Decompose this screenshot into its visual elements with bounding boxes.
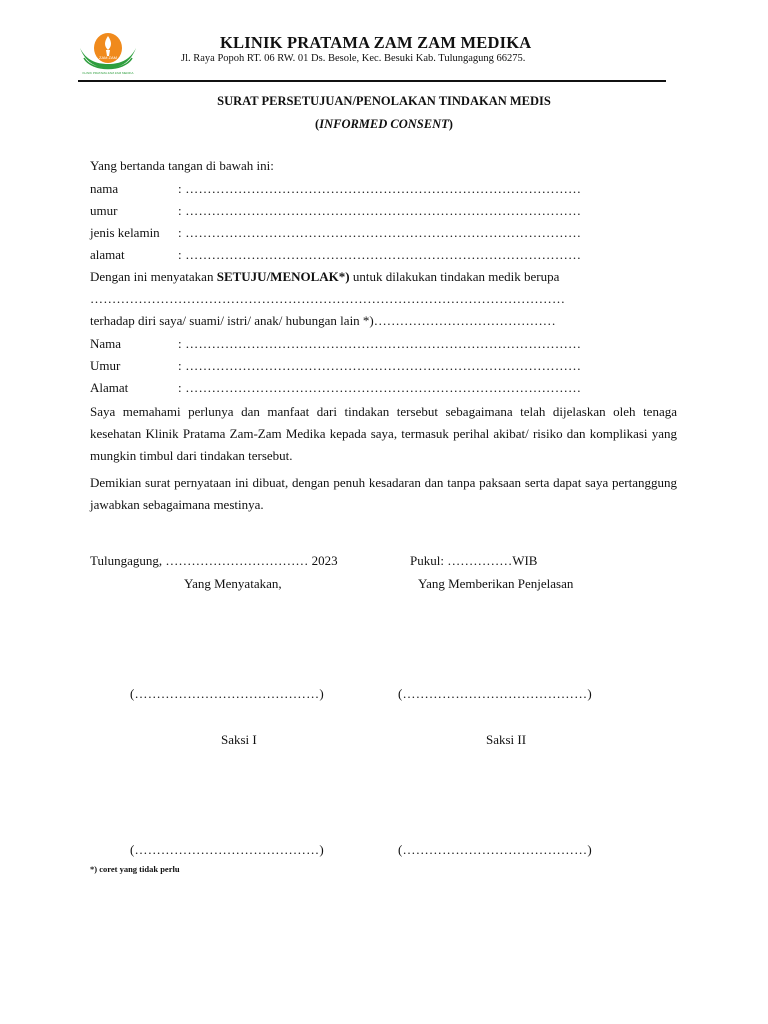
patient-blank-umur: : ………………………………………………………………………………: [178, 358, 582, 373]
patient-blank-alamat: : ………………………………………………………………………………: [178, 380, 582, 395]
understanding-paragraph: Saya memahami perlunya dan manfaat dari tindakan tersebut sebagaimana telah dijelaskan oleh tenaga kesehatan Klinik Pratama Zam-Zam Medika kepada saya, termasuk perihal akibat/ risiko dan komplikasi yang mungkin timbul dari tindakan tersebut.: [90, 404, 677, 463]
footnote: *) coret yang tidak perlu: [90, 864, 180, 874]
intro-text: Yang bertanda tangan di bawah ini:: [90, 158, 274, 173]
field-blank-nama: : ………………………………………………………………………………: [178, 181, 582, 196]
signer-role-label: Yang Menyatakan,: [184, 576, 282, 591]
clinic-logo: [76, 28, 140, 78]
clinic-name: KLINIK PRATAMA ZAM ZAM MEDIKA: [220, 33, 532, 52]
clinic-address: Jl. Raya Popoh RT. 06 RW. 01 Ds. Besole, Kec. Besuki Kab. Tulungagung 66275.: [181, 53, 526, 64]
explainer-role-label: Yang Memberikan Penjelasan: [418, 576, 574, 591]
document-subtitle: (INFORMED CONSENT): [315, 117, 453, 131]
witness-1-signature-blank: (……………………………………): [130, 842, 324, 857]
consent-statement: Dengan ini menyatakan SETUJU/MENOLAK*) untuk dilakukan tindakan medik berupa: [90, 269, 560, 284]
patient-blank-nama: : ………………………………………………………………………………: [178, 336, 582, 351]
field-label-jenis-kelamin: jenis kelamin: [90, 225, 160, 240]
declaration-paragraph: Demikian surat pernyataan ini dibuat, dengan penuh kesadaran dan tanpa paksaan serta dapat saya pertanggung jawabkan sebagaimana mestinya.: [90, 475, 677, 512]
witness-2-label: Saksi II: [486, 732, 527, 747]
patient-label-nama: Nama: [90, 336, 122, 351]
field-label-umur: umur: [90, 203, 118, 218]
document-title: SURAT PERSETUJUAN/PENOLAKAN TINDAKAN MEDIS: [217, 94, 551, 108]
signer-signature-blank: (……………………………………): [130, 686, 324, 701]
field-label-alamat: alamat: [90, 247, 125, 262]
field-blank-alamat: : ………………………………………………………………………………: [178, 247, 582, 262]
patient-label-alamat: Alamat: [90, 380, 129, 395]
field-blank-umur: : ………………………………………………………………………………: [178, 203, 582, 218]
witness-2-signature-blank: (……………………………………): [398, 842, 592, 857]
field-blank-jenis-kelamin: : ………………………………………………………………………………: [178, 225, 582, 240]
explainer-signature-blank: (……………………………………): [398, 686, 592, 701]
procedure-blank: ………………………………………………………………………………………………: [90, 291, 566, 306]
witness-1-label: Saksi I: [221, 732, 257, 747]
header-divider: [78, 80, 666, 82]
svg-text:ZAM ZAM: ZAM ZAM: [99, 55, 117, 60]
relation-line: terhadap diri saya/ suami/ istri/ anak/ hubungan lain *)……………………………………: [90, 313, 556, 328]
patient-label-umur: Umur: [90, 358, 121, 373]
time-line: Pukul: ……………WIB: [410, 553, 538, 568]
svg-text:KLINIK PRATAMA ZAM ZAM MEDIKA: KLINIK PRATAMA ZAM ZAM MEDIKA: [82, 71, 134, 75]
date-line: Tulungagung, …………………………… 2023: [90, 553, 338, 568]
field-label-nama: nama: [90, 181, 119, 196]
